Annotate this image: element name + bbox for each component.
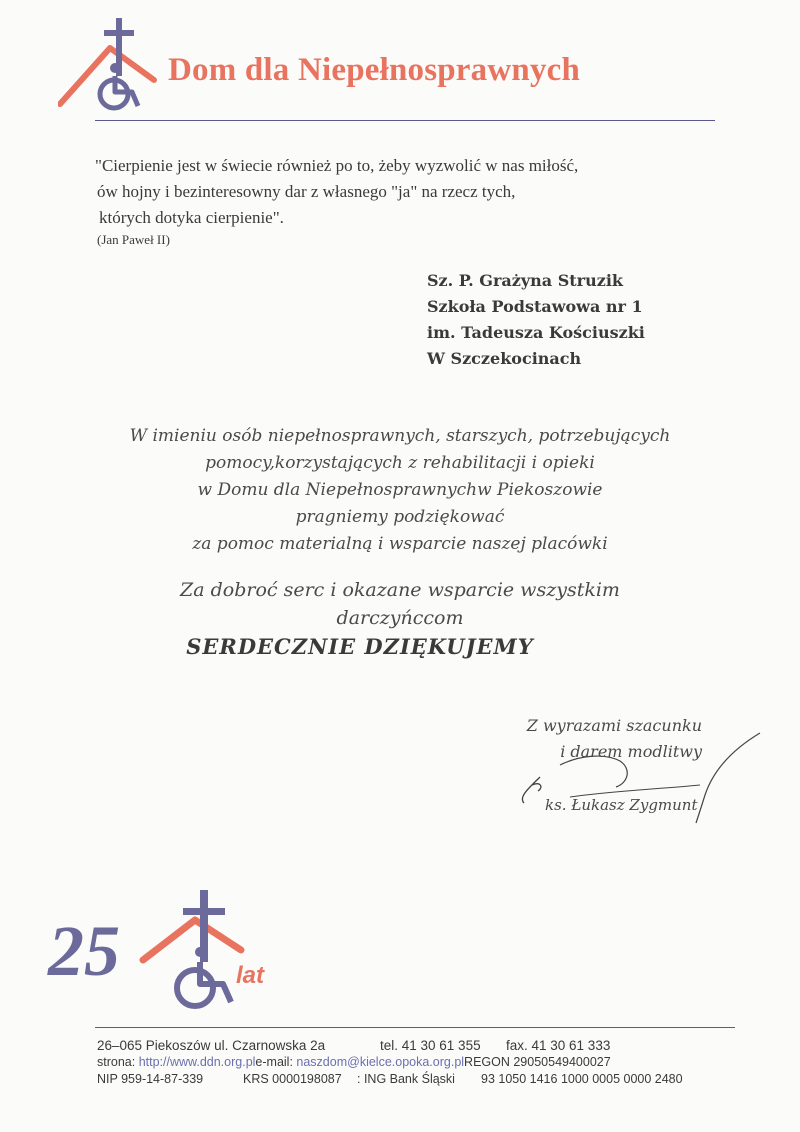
- footer-www-label: strona:: [97, 1055, 139, 1069]
- footer-phone: tel. 41 30 61 355: [380, 1038, 481, 1053]
- footer-regon: REGON 29050549400027: [464, 1055, 611, 1069]
- closing-line: Z wyrazami szacunku: [526, 716, 702, 735]
- organization-logo-icon: [58, 18, 158, 114]
- quote-block: [95, 153, 578, 231]
- footer-email-link[interactable]: naszdom@kielce.opoka.org.pl: [296, 1055, 465, 1069]
- recipient-line: im. Tadeusza Kościuszki: [427, 323, 645, 342]
- body-line: pragniemy podziękować: [295, 507, 505, 527]
- footer-nip: NIP 959-14-87-339: [97, 1072, 204, 1086]
- footer-fax: fax. 41 30 61 333: [506, 1038, 611, 1053]
- body-line: pomocy,korzystających z rehabilitacji i opieki: [205, 453, 595, 473]
- header-divider: [95, 120, 715, 121]
- thanks-emphasis: SERDECZNIE DZIĘKUJEMY: [186, 634, 534, 659]
- anniversary-suffix: lat: [236, 962, 265, 989]
- recipient-line: Sz. P. Grażyna Struzik: [427, 271, 623, 290]
- closing-line: i darem modlitwy: [560, 742, 702, 761]
- body-line: za pomoc materialną i wsparcie naszej placówki: [192, 534, 608, 554]
- organization-name: Dom dla Niepełnosprawnych: [168, 52, 581, 88]
- footer-account: 93 1050 1416 1000 0005 0000 2480: [481, 1072, 683, 1086]
- footer-address: 26–065 Piekoszów ul. Czarnowska 2a: [97, 1038, 326, 1053]
- thanks-line: darczyńccom: [336, 607, 464, 629]
- footer-divider: [95, 1027, 735, 1028]
- footer-bank: : ING Bank Śląski: [357, 1072, 455, 1086]
- quote-line: ów hojny i bezinteresowny dar z własnego "ja" na rzecz tych,: [97, 182, 516, 201]
- anniversary-number: 25: [48, 911, 120, 991]
- footer-krs: KRS 0000198087: [243, 1072, 342, 1086]
- thanks-block: [80, 576, 720, 632]
- footer-website-link[interactable]: http://www.ddn.org.pl: [138, 1055, 256, 1069]
- quote-line: których dotyka cierpienie".: [99, 208, 284, 227]
- body-line: W imieniu osób niepełnosprawnych, starszych, potrzebujących: [129, 426, 671, 446]
- quote-author: (Jan Paweł II): [97, 232, 170, 247]
- signer-name: ks. Łukasz Zygmunt: [545, 796, 698, 814]
- letter-body: [80, 423, 720, 558]
- recipient-line: W Szczekocinach: [427, 349, 582, 368]
- recipient-line: Szkoła Podstawowa nr 1: [427, 297, 643, 316]
- recipient-address: [427, 268, 645, 372]
- body-line: w Domu dla Niepełnosprawnychw Piekoszowie: [197, 480, 603, 500]
- footer-email-label: e-mail:: [255, 1055, 297, 1069]
- quote-line: "Cierpienie jest w świecie również po to, żeby wyzwolić w nas miłość,: [95, 156, 579, 175]
- thanks-line: Za dobroć serc i okazane wsparcie wszystkim: [180, 579, 620, 601]
